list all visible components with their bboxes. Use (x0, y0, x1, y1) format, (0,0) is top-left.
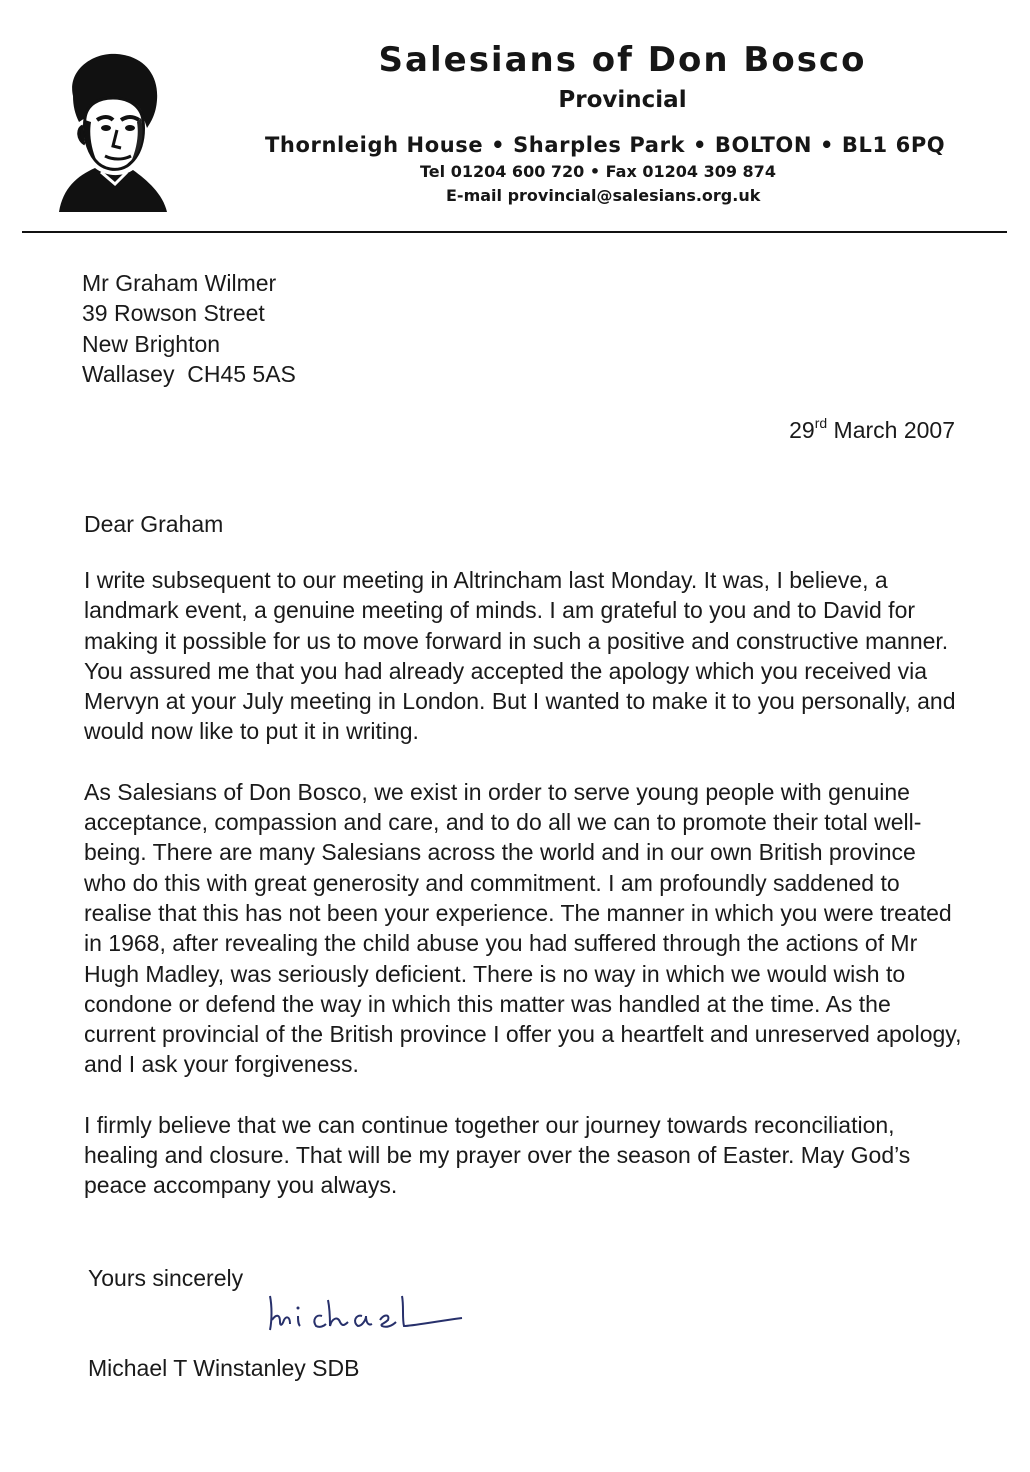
closing: Yours sincerely (88, 1265, 244, 1291)
date-suffix: rd (814, 415, 828, 431)
recipient-town-postcode: Wallasey CH45 5AS (82, 360, 296, 387)
body-paragraph: I firmly believe that we can continue together our journey towards reconciliation, healing and closure. That will be my prayer over the season of Easter. May God’s peace accompany you always. (84, 1111, 911, 1199)
letterhead-email: E-mail provincial@salesians.org.uk (446, 186, 761, 205)
letterhead-address: Thornleigh House • Sharples Park • BOLTON • BL1 6PQ (265, 133, 946, 157)
recipient-district: New Brighton (82, 330, 221, 357)
role-title: Provincial (558, 87, 687, 113)
recipient-street: 39 Rowson Street (82, 300, 265, 327)
letter-date (700, 415, 955, 445)
letterhead-phone-fax: Tel 01204 600 720 • Fax 01204 309 874 (420, 162, 776, 181)
body-paragraph: I write subsequent to our meeting in Altrincham last Monday. It was, I believe, a landmark event, a genuine meeting of minds. I am grateful to you and to David for making it possible for us to move forward in such a positive and constructive manner. You assured me that you had already accepted the apology which you received via Mervyn at your July meeting in London. But I wanted to make it to you personally, and would now like to put it in writing. (84, 567, 956, 745)
signer-name: Michael T Winstanley SDB (88, 1355, 360, 1381)
date-month-year: March 2007 (833, 417, 955, 443)
body-paragraph: As Salesians of Don Bosco, we exist in order to serve young people with genuine acceptance, compassion and care, and to do all we can to promote their total well-being. There are many Salesians across the world and in our own British province who do this with great generosity and commitment. I am profoundly saddened to realise that this has not been your experience. The manner in which you were treated in 1968, after revealing the child abuse you had suffered through the actions of Mr Hugh Madley, was seriously deficient. There is no way in which we would wish to condone or defend the way in which this matter was handled at the time. As the current provincial of the British province I offer you a heartfelt and unreserved apology, and I ask your forgiveness. (84, 778, 962, 1078)
recipient-address (82, 268, 482, 389)
date-day: 29 (789, 417, 815, 443)
don-bosco-portrait-icon (55, 48, 170, 213)
letterhead-divider (22, 231, 1007, 233)
salutation: Dear Graham (84, 511, 224, 537)
handwritten-signature (262, 1286, 482, 1336)
letter-body (84, 565, 964, 1231)
organization-name: Salesians of Don Bosco (378, 40, 867, 80)
recipient-name: Mr Graham Wilmer (82, 270, 277, 296)
